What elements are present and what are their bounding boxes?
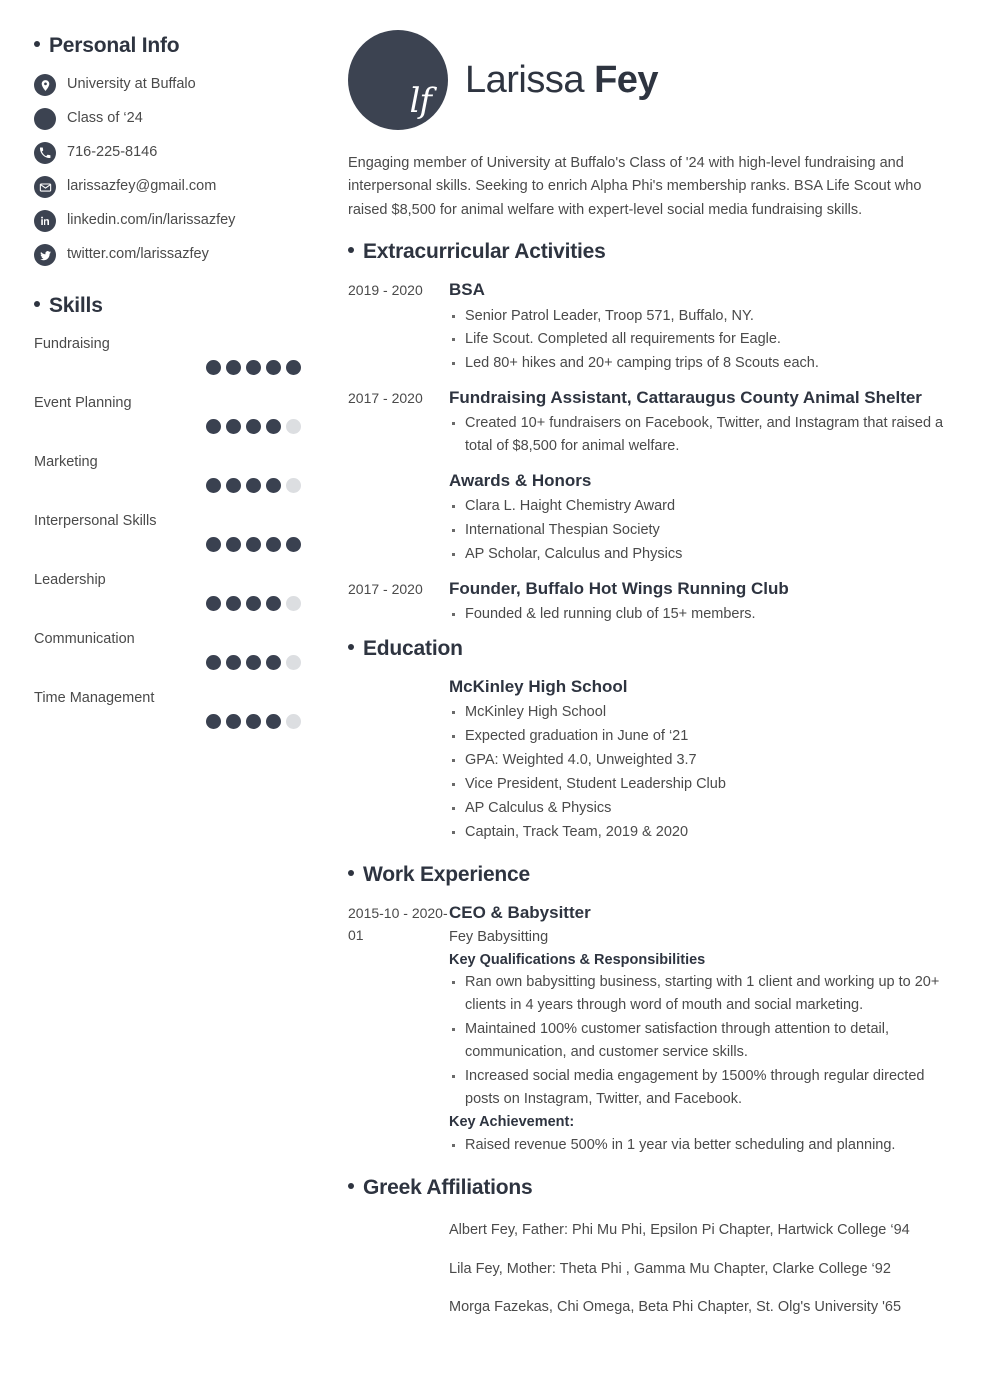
work-heading (348, 863, 948, 887)
greek-affiliation-line: Lila Fey, Mother: Theta Phi , Gamma Mu Chapter, Clarke College ‘92 (449, 1260, 891, 1277)
page-title (465, 59, 658, 102)
entry-date (348, 469, 449, 567)
envelope-icon (34, 176, 56, 198)
entry-group-label: Key Qualifications & Responsibilities (449, 951, 706, 968)
bullet-dot-icon (34, 41, 40, 47)
list-item: Created 10+ fundraisers on Facebook, Twitter, and Instagram that raised a total of $8,500 for animal welfare. (449, 412, 948, 458)
entry-title: CEO & Babysitter (449, 902, 591, 922)
list-item: Raised revenue 500% in 1 year via better scheduling and planning. (449, 1134, 948, 1157)
resume-header (348, 30, 948, 130)
entry-group-label: Key Achievement: (449, 1114, 575, 1131)
rating-dot (226, 714, 241, 729)
experience-entry (348, 386, 948, 459)
rating-dot (246, 537, 261, 552)
skills-heading-label: Skills (49, 294, 103, 317)
experience-entry (348, 577, 948, 627)
entry-body (449, 278, 948, 376)
personal-info-heading-label: Personal Info (49, 34, 180, 57)
contact-phone-text: 716-225-8146 (67, 144, 158, 161)
personal-info-heading (34, 34, 310, 58)
entry-title: Awards & Honors (449, 471, 592, 491)
contact-item-linkedin[interactable] (34, 210, 310, 232)
skills-heading (34, 294, 310, 318)
list-item: Vice President, Student Leadership Club (449, 773, 948, 796)
contact-location-text: University at Buffalo (67, 76, 196, 93)
entry-body (449, 901, 948, 1158)
skill-item (34, 395, 310, 434)
rating-dot (266, 655, 281, 670)
rating-dot (286, 419, 301, 434)
bullet-dot-icon (34, 301, 40, 307)
extracurricular-heading (348, 240, 948, 264)
contact-item-phone[interactable] (34, 142, 310, 164)
list-item: Clara L. Haight Chemistry Award (449, 495, 948, 518)
list-item: Senior Patrol Leader, Troop 571, Buffalo, NY. (449, 305, 948, 328)
rating-dot (226, 360, 241, 375)
contact-item-location[interactable] (34, 74, 310, 96)
rating-dot (206, 537, 221, 552)
contact-item-class-year[interactable] (34, 108, 310, 130)
list-item: Captain, Track Team, 2019 & 2020 (449, 821, 948, 844)
skill-rating (34, 360, 310, 375)
avatar (348, 30, 448, 130)
experience-entry (348, 675, 948, 845)
greek-lines (348, 1214, 948, 1319)
rating-dot (226, 655, 241, 670)
education-entries (348, 675, 948, 845)
list-item: AP Scholar, Calculus and Physics (449, 543, 948, 566)
skill-rating (34, 714, 310, 729)
entry-body (449, 577, 948, 627)
rating-dot (226, 537, 241, 552)
list-item: Increased social media engagement by 1500% through regular directed posts on Instagram, Twitter, and Facebook. (449, 1065, 948, 1111)
linkedin-icon (34, 210, 56, 232)
rating-dot (206, 596, 221, 611)
entry-body (449, 469, 948, 567)
list-item: Maintained 100% customer satisfaction through attention to detail, communication, and customer service skills. (449, 1018, 948, 1064)
entry-body (449, 675, 948, 845)
skill-rating (34, 596, 310, 611)
rating-dot (266, 714, 281, 729)
contact-item-twitter[interactable] (34, 244, 310, 266)
last-name: Fey (594, 58, 659, 101)
list-item: Founded & led running club of 15+ members. (449, 603, 948, 626)
skill-label: Leadership (34, 572, 106, 588)
list-item: McKinley High School (449, 701, 948, 724)
sidebar (0, 0, 340, 749)
list-item: International Thespian Society (449, 519, 948, 542)
entry-date: 2017 - 2020 (348, 390, 423, 407)
rating-dot (266, 419, 281, 434)
skill-item (34, 572, 310, 611)
bullet-dot-icon (348, 1183, 354, 1189)
experience-entry (348, 278, 948, 376)
main-content (340, 0, 990, 1336)
bullet-list (449, 412, 948, 458)
bullet-list (449, 495, 948, 566)
work-entries (348, 901, 948, 1158)
rating-dot (266, 478, 281, 493)
bullet-list (449, 305, 948, 376)
skill-label: Time Management (34, 690, 155, 706)
experience-entry (348, 469, 948, 567)
rating-dot (286, 596, 301, 611)
rating-dot (246, 655, 261, 670)
list-item: AP Calculus & Physics (449, 797, 948, 820)
bullet-list (449, 701, 948, 843)
work-heading-label: Work Experience (363, 862, 531, 886)
list-item: Ran own babysitting business, starting with 1 client and working up to 20+ clients in 4 years through word of mouth and social marketing. (449, 971, 948, 1017)
skills-list (34, 336, 310, 729)
rating-dot (286, 478, 301, 493)
contact-item-email[interactable] (34, 176, 310, 198)
skill-rating (34, 537, 310, 552)
rating-dot (286, 655, 301, 670)
bullet-dot-icon (348, 247, 354, 253)
skill-label: Fundraising (34, 336, 110, 352)
skill-item (34, 690, 310, 729)
skill-item (34, 336, 310, 375)
skill-label: Interpersonal Skills (34, 513, 157, 529)
skill-item (34, 513, 310, 552)
skill-item (34, 454, 310, 493)
education-heading-label: Education (363, 637, 463, 661)
map-pin-icon (34, 74, 56, 96)
circle-icon (34, 108, 56, 130)
rating-dot (246, 478, 261, 493)
skill-rating (34, 419, 310, 434)
rating-dot (246, 419, 261, 434)
rating-dot (266, 360, 281, 375)
greek-heading-label: Greek Affiliations (363, 1175, 533, 1199)
experience-entry (348, 901, 948, 1158)
contact-linkedin-text: linkedin.com/in/larissazfey (67, 212, 236, 229)
entry-title: BSA (449, 280, 485, 300)
rating-dot (266, 596, 281, 611)
greek-affiliation-line: Morga Fazekas, Chi Omega, Beta Phi Chapter, St. Olg's University '65 (449, 1299, 902, 1316)
skill-rating (34, 478, 310, 493)
skill-rating (34, 655, 310, 670)
extracurricular-heading-label: Extracurricular Activities (363, 240, 606, 264)
contact-twitter-text: twitter.com/larissazfey (67, 246, 209, 263)
entry-title: Fundraising Assistant, Cattaraugus County Animal Shelter (449, 388, 922, 408)
entry-subtitle: Fey Babysitting (449, 928, 549, 945)
education-heading (348, 637, 948, 661)
bullet-dot-icon (348, 870, 354, 876)
entry-body (449, 386, 948, 459)
bullet-list (449, 1134, 948, 1157)
skill-label: Marketing (34, 454, 98, 470)
bullet-list (449, 603, 948, 626)
rating-dot (286, 360, 301, 375)
list-item: Expected graduation in June of ‘21 (449, 725, 948, 748)
summary-text: Engaging member of University at Buffalo's Class of '24 with high-level fundraising and interpersonal skills. Seeking to enrich Alpha Phi's membership ranks. BSA Life Scout who raised $8,500 for animal welfare with expert-level social media fundraising skills. (348, 155, 922, 218)
entry-title: Founder, Buffalo Hot Wings Running Club (449, 579, 789, 599)
rating-dot (286, 714, 301, 729)
bullet-dot-icon (348, 644, 354, 650)
rating-dot (286, 537, 301, 552)
rating-dot (206, 478, 221, 493)
rating-dot (206, 419, 221, 434)
contact-list (34, 74, 310, 266)
first-name: Larissa (465, 58, 584, 101)
rating-dot (226, 419, 241, 434)
entry-date: 2015-10 - 2020-01 (348, 904, 448, 944)
rating-dot (246, 360, 261, 375)
rating-dot (246, 714, 261, 729)
list-item: GPA: Weighted 4.0, Unweighted 3.7 (449, 749, 948, 772)
entry-date: 2019 - 2020 (348, 282, 423, 299)
contact-class-year-text: Class of ‘24 (67, 110, 143, 127)
list-item: Led 80+ hikes and 20+ camping trips of 8 Scouts each. (449, 352, 948, 375)
twitter-icon (34, 244, 56, 266)
contact-email-text: larissazfey@gmail.com (67, 178, 217, 195)
skill-label: Event Planning (34, 395, 132, 411)
rating-dot (206, 360, 221, 375)
rating-dot (246, 596, 261, 611)
monogram-initials: lf (409, 81, 431, 121)
entry-title: McKinley High School (449, 677, 628, 697)
entry-date: 2017 - 2020 (348, 581, 423, 598)
skill-item (34, 631, 310, 670)
rating-dot (266, 537, 281, 552)
phone-icon (34, 142, 56, 164)
rating-dot (206, 714, 221, 729)
extracurricular-entries (348, 278, 948, 627)
rating-dot (226, 596, 241, 611)
greek-affiliation-line: Albert Fey, Father: Phi Mu Phi, Epsilon Pi Chapter, Hartwick College ‘94 (449, 1221, 910, 1238)
rating-dot (206, 655, 221, 670)
skill-label: Communication (34, 631, 135, 647)
rating-dot (226, 478, 241, 493)
greek-heading (348, 1176, 948, 1200)
list-item: Life Scout. Completed all requirements for Eagle. (449, 328, 948, 351)
bullet-list (449, 971, 948, 1110)
entry-date (348, 675, 449, 845)
